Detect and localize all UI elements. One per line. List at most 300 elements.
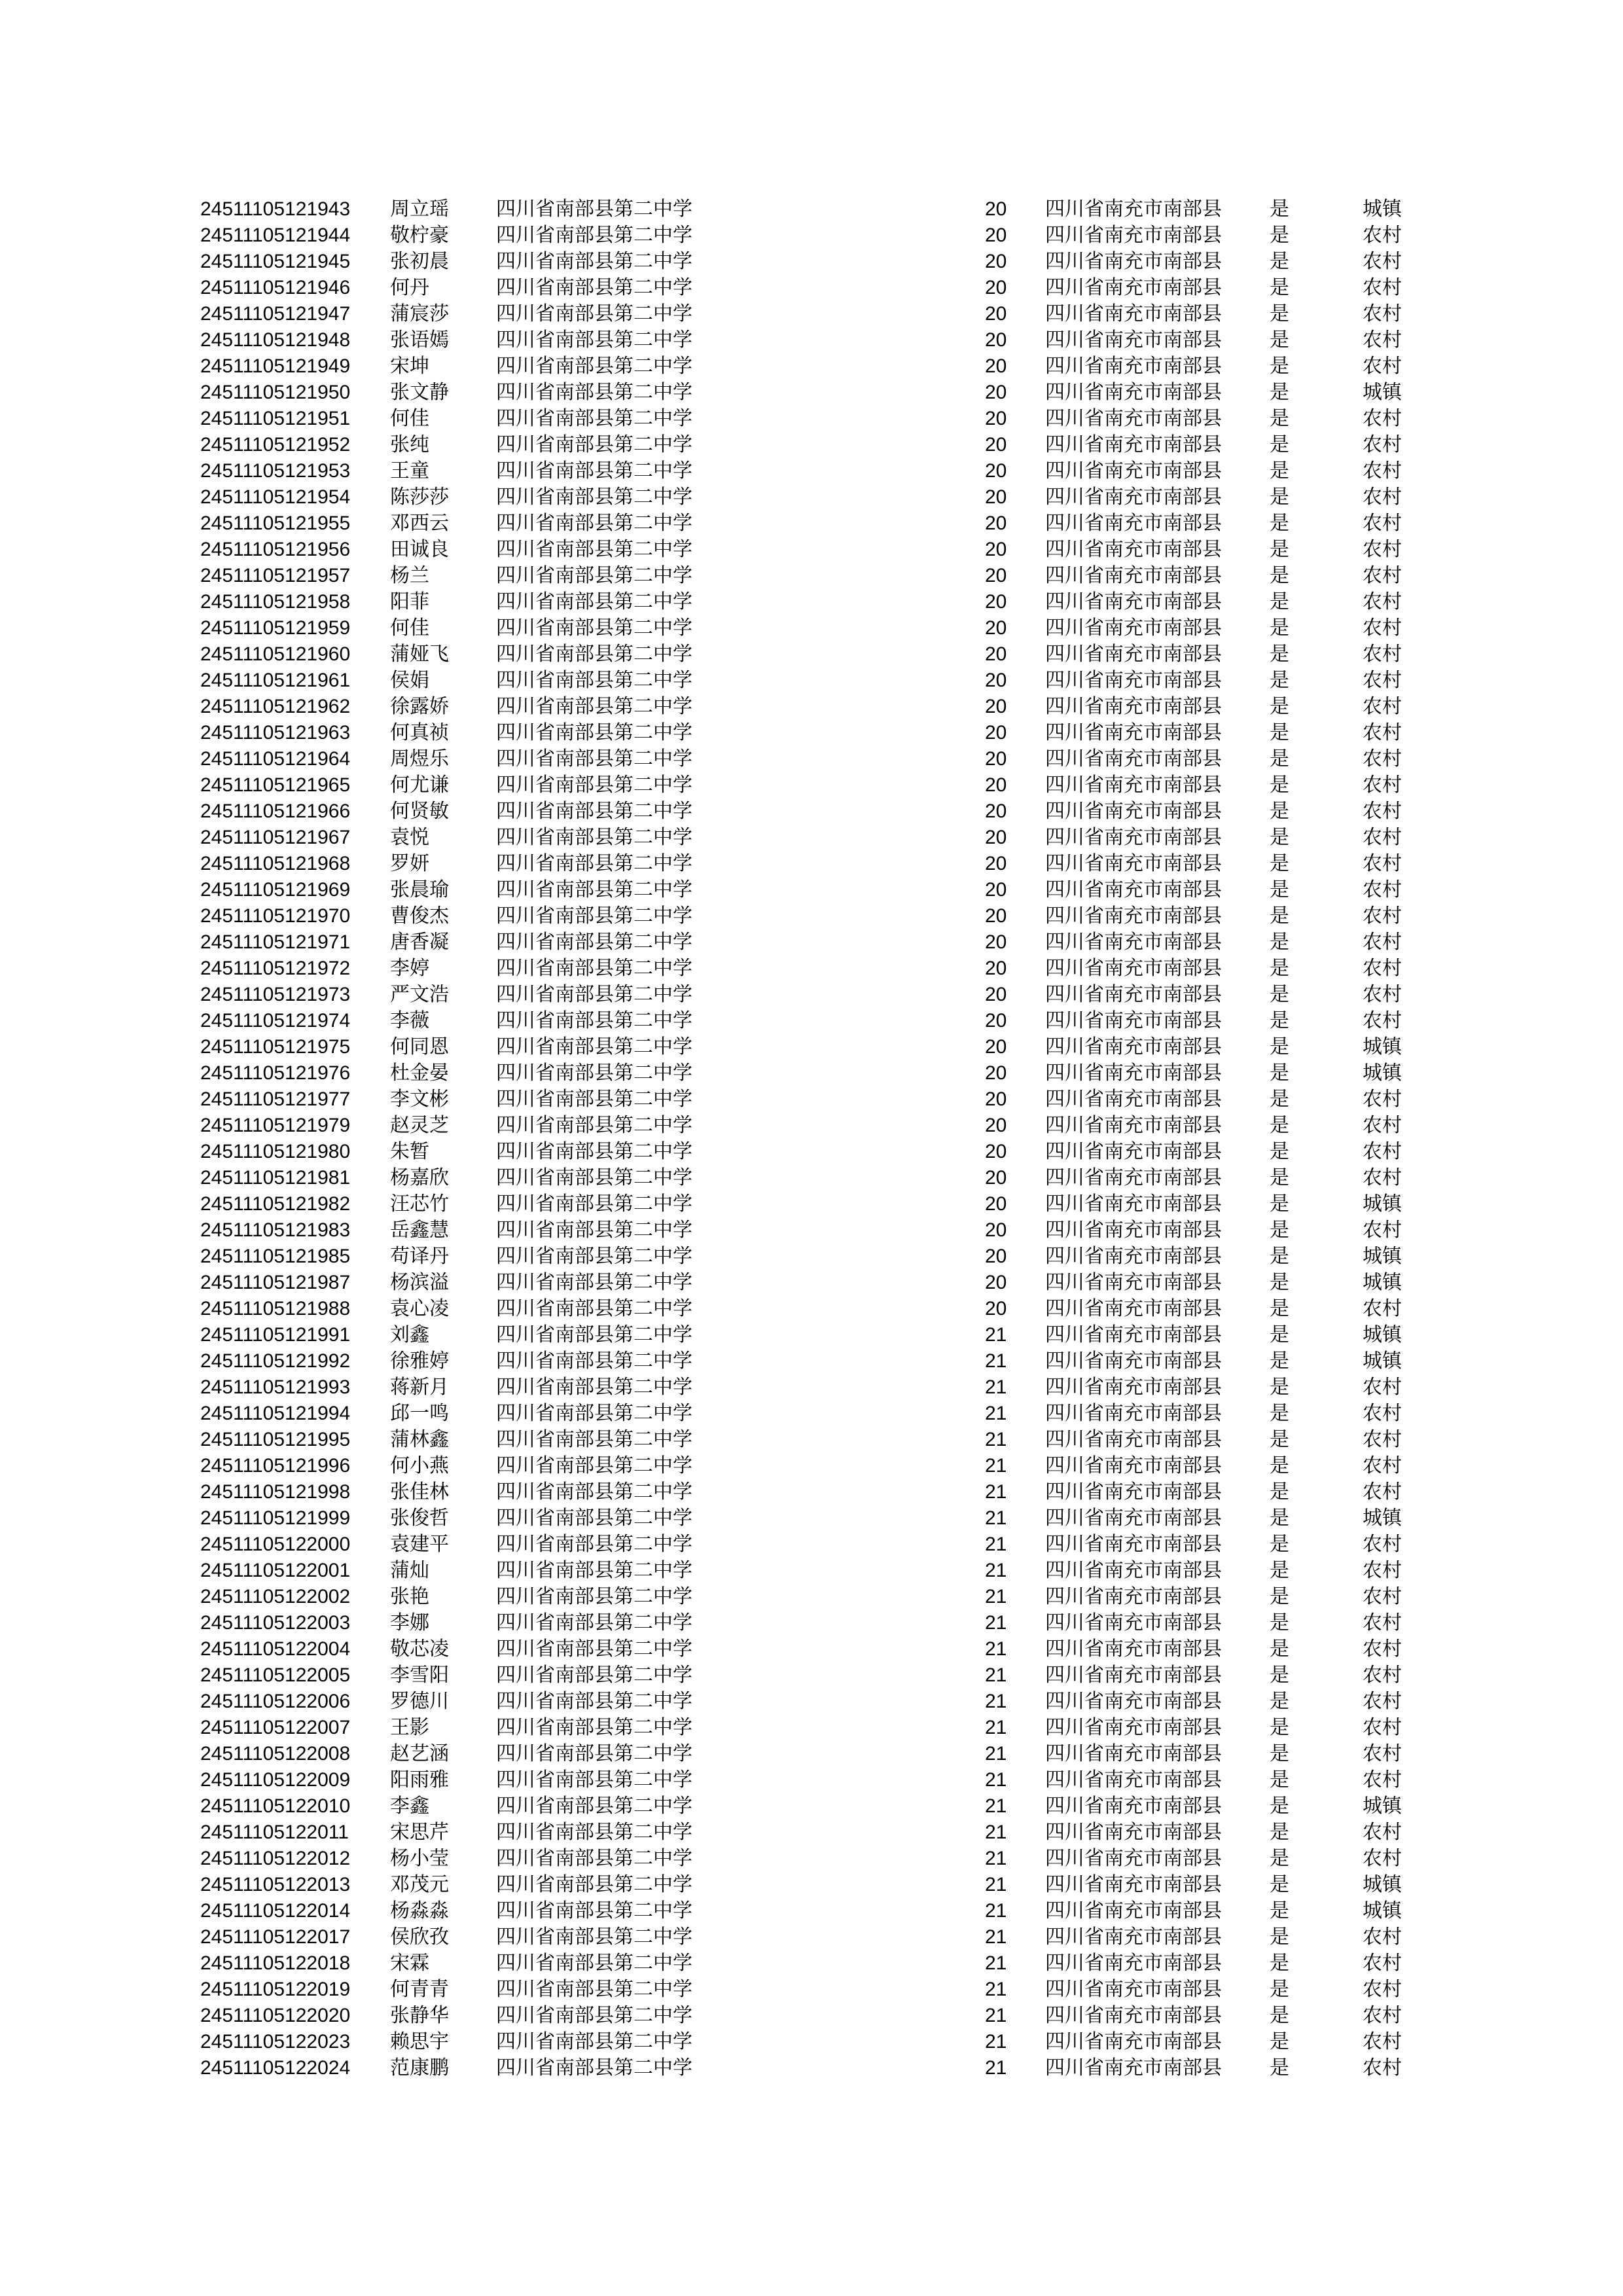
table-row — [0, 249, 1623, 275]
school-cell: 四川省南部县第二中学 — [496, 1323, 692, 1346]
school-cell: 四川省南部县第二中学 — [496, 983, 692, 1006]
region-cell: 四川省南充市南部县 — [1045, 1795, 1222, 1818]
flag-cell: 是 — [1270, 538, 1289, 561]
residence-type-cell: 农村 — [1363, 1140, 1402, 1163]
exam-id-cell: 24511105121944 — [200, 224, 351, 246]
residence-type-cell: 城镇 — [1363, 1350, 1402, 1372]
flag-cell: 是 — [1270, 2030, 1289, 2053]
region-cell: 四川省南充市南部县 — [1045, 1821, 1222, 1844]
age-cell: 21 — [985, 1324, 1007, 1346]
school-cell: 四川省南部县第二中学 — [496, 1166, 692, 1189]
exam-id-cell: 24511105121974 — [200, 1010, 351, 1031]
exam-id-cell: 24511105121977 — [200, 1088, 351, 1110]
age-cell: 21 — [985, 1664, 1007, 1686]
exam-id-cell: 24511105122009 — [200, 1769, 351, 1791]
flag-cell: 是 — [1270, 250, 1289, 273]
table-row — [0, 1479, 1623, 1505]
school-cell: 四川省南部县第二中学 — [496, 1035, 692, 1058]
residence-type-cell: 农村 — [1363, 224, 1402, 247]
table-row — [0, 903, 1623, 929]
age-cell: 20 — [985, 931, 1007, 953]
exam-id-cell: 24511105121953 — [200, 460, 351, 482]
region-cell: 四川省南充市南部县 — [1045, 1193, 1222, 1215]
table-row — [0, 1008, 1623, 1034]
student-name-cell: 王影 — [390, 1716, 429, 1739]
exam-id-cell: 24511105121955 — [200, 512, 351, 534]
age-cell: 20 — [985, 1272, 1007, 1293]
student-name-cell: 李婷 — [390, 957, 429, 980]
region-cell: 四川省南充市南部县 — [1045, 2030, 1222, 2053]
school-cell: 四川省南部县第二中学 — [496, 590, 692, 613]
school-cell: 四川省南部县第二中学 — [496, 1638, 692, 1660]
age-cell: 21 — [985, 1586, 1007, 1607]
school-cell: 四川省南部县第二中学 — [496, 695, 692, 718]
table-row — [0, 1505, 1623, 1532]
age-cell: 20 — [985, 1036, 1007, 1058]
residence-type-cell: 农村 — [1363, 1611, 1402, 1634]
region-cell: 四川省南充市南部县 — [1045, 800, 1222, 823]
school-cell: 四川省南部县第二中学 — [496, 905, 692, 927]
exam-id-cell: 24511105121964 — [200, 748, 351, 770]
table-row — [0, 641, 1623, 668]
table-row — [0, 1820, 1623, 1846]
region-cell: 四川省南充市南部县 — [1045, 1114, 1222, 1137]
flag-cell: 是 — [1270, 1350, 1289, 1372]
region-cell: 四川省南充市南部县 — [1045, 1297, 1222, 1320]
student-name-cell: 张纯 — [390, 433, 429, 456]
exam-id-cell: 24511105121957 — [200, 565, 351, 586]
student-name-cell: 罗德川 — [390, 1690, 449, 1713]
residence-type-cell: 农村 — [1363, 774, 1402, 797]
exam-id-cell: 24511105121950 — [200, 382, 351, 403]
table-row — [0, 1191, 1623, 1217]
school-cell: 四川省南部县第二中学 — [496, 774, 692, 797]
school-cell: 四川省南部县第二中学 — [496, 957, 692, 980]
school-cell: 四川省南部县第二中学 — [496, 433, 692, 456]
residence-type-cell: 城镇 — [1363, 1899, 1402, 1922]
flag-cell: 是 — [1270, 1585, 1289, 1608]
student-name-cell: 严文浩 — [390, 983, 449, 1006]
residence-type-cell: 农村 — [1363, 905, 1402, 927]
exam-id-cell: 24511105121954 — [200, 486, 351, 508]
exam-id-cell: 24511105121948 — [200, 329, 351, 351]
school-cell: 四川省南部县第二中学 — [496, 198, 692, 221]
exam-id-cell: 24511105121952 — [200, 434, 351, 456]
exam-id-cell: 24511105121960 — [200, 643, 351, 665]
residence-type-cell: 农村 — [1363, 1926, 1402, 1948]
age-cell: 21 — [985, 1350, 1007, 1372]
table-row — [0, 615, 1623, 641]
student-name-cell: 张晨瑜 — [390, 878, 449, 901]
residence-type-cell: 农村 — [1363, 1480, 1402, 1503]
school-cell: 四川省南部县第二中学 — [496, 1873, 692, 1896]
school-cell: 四川省南部县第二中学 — [496, 459, 692, 482]
age-cell: 20 — [985, 512, 1007, 534]
table-row — [0, 1741, 1623, 1767]
school-cell: 四川省南部县第二中学 — [496, 1952, 692, 1975]
residence-type-cell: 农村 — [1363, 1742, 1402, 1765]
table-row — [0, 1401, 1623, 1427]
school-cell: 四川省南部县第二中学 — [496, 852, 692, 875]
region-cell: 四川省南充市南部县 — [1045, 1638, 1222, 1660]
flag-cell: 是 — [1270, 1271, 1289, 1294]
region-cell: 四川省南充市南部县 — [1045, 407, 1222, 430]
residence-type-cell: 农村 — [1363, 407, 1402, 430]
table-row — [0, 1139, 1623, 1165]
exam-id-cell: 24511105121973 — [200, 984, 351, 1005]
residence-type-cell: 城镇 — [1363, 381, 1402, 404]
school-cell: 四川省南部县第二中学 — [496, 1219, 692, 1242]
school-cell: 四川省南部县第二中学 — [496, 643, 692, 666]
residence-type-cell: 农村 — [1363, 1821, 1402, 1844]
flag-cell: 是 — [1270, 1193, 1289, 1215]
exam-id-cell: 24511105121992 — [200, 1350, 351, 1372]
region-cell: 四川省南充市南部县 — [1045, 224, 1222, 247]
exam-id-cell: 24511105121945 — [200, 251, 351, 272]
student-name-cell: 刘鑫 — [390, 1323, 429, 1346]
residence-type-cell: 农村 — [1363, 747, 1402, 770]
student-name-cell: 王童 — [390, 459, 429, 482]
age-cell: 20 — [985, 1062, 1007, 1084]
region-cell: 四川省南充市南部县 — [1045, 1873, 1222, 1896]
exam-id-cell: 24511105121961 — [200, 670, 351, 691]
school-cell: 四川省南部县第二中学 — [496, 512, 692, 535]
residence-type-cell: 农村 — [1363, 329, 1402, 351]
region-cell: 四川省南充市南部县 — [1045, 1768, 1222, 1791]
table-row — [0, 1584, 1623, 1610]
region-cell: 四川省南充市南部县 — [1045, 329, 1222, 351]
school-cell: 四川省南部县第二中学 — [496, 1559, 692, 1582]
exam-id-cell: 24511105122020 — [200, 2005, 351, 2026]
student-name-cell: 李薇 — [390, 1009, 429, 1032]
table-row — [0, 1270, 1623, 1296]
student-name-cell: 苟译丹 — [390, 1245, 449, 1268]
residence-type-cell: 农村 — [1363, 1664, 1402, 1687]
exam-id-cell: 24511105122008 — [200, 1743, 351, 1765]
age-cell: 20 — [985, 408, 1007, 429]
student-name-cell: 张文静 — [390, 381, 449, 404]
flag-cell: 是 — [1270, 721, 1289, 744]
residence-type-cell: 农村 — [1363, 1952, 1402, 1975]
student-name-cell: 唐香凝 — [390, 931, 449, 954]
exam-id-cell: 24511105121959 — [200, 617, 351, 639]
flag-cell: 是 — [1270, 1088, 1289, 1111]
age-cell: 20 — [985, 277, 1007, 298]
age-cell: 20 — [985, 1298, 1007, 1319]
residence-type-cell: 农村 — [1363, 1533, 1402, 1556]
student-name-cell: 汪芯竹 — [390, 1193, 449, 1215]
exam-id-cell: 24511105122023 — [200, 2031, 351, 2053]
residence-type-cell: 农村 — [1363, 1638, 1402, 1660]
residence-type-cell: 农村 — [1363, 1297, 1402, 1320]
residence-type-cell: 农村 — [1363, 1559, 1402, 1582]
flag-cell: 是 — [1270, 355, 1289, 378]
residence-type-cell: 农村 — [1363, 800, 1402, 823]
school-cell: 四川省南部县第二中学 — [496, 747, 692, 770]
student-name-cell: 杨小莹 — [390, 1847, 449, 1870]
table-row — [0, 1846, 1623, 1872]
table-row — [0, 380, 1623, 406]
age-cell: 21 — [985, 1403, 1007, 1424]
residence-type-cell: 农村 — [1363, 1402, 1402, 1425]
flag-cell: 是 — [1270, 486, 1289, 509]
school-cell: 四川省南部县第二中学 — [496, 1245, 692, 1268]
flag-cell: 是 — [1270, 1768, 1289, 1791]
flag-cell: 是 — [1270, 1166, 1289, 1189]
exam-id-cell: 24511105121980 — [200, 1141, 351, 1162]
student-name-cell: 杨淼淼 — [390, 1899, 449, 1922]
age-cell: 20 — [985, 774, 1007, 796]
student-name-cell: 宋坤 — [390, 355, 429, 378]
residence-type-cell: 农村 — [1363, 1978, 1402, 2001]
residence-type-cell: 农村 — [1363, 826, 1402, 849]
exam-id-cell: 24511105121951 — [200, 408, 351, 429]
table-row — [0, 484, 1623, 511]
school-cell: 四川省南部县第二中学 — [496, 1454, 692, 1477]
table-row — [0, 668, 1623, 694]
flag-cell: 是 — [1270, 433, 1289, 456]
exam-id-cell: 24511105122001 — [200, 1560, 351, 1581]
school-cell: 四川省南部县第二中学 — [496, 250, 692, 273]
student-name-cell: 李雪阳 — [390, 1664, 449, 1687]
school-cell: 四川省南部县第二中学 — [496, 669, 692, 692]
flag-cell: 是 — [1270, 852, 1289, 875]
flag-cell: 是 — [1270, 1716, 1289, 1739]
table-row — [0, 1715, 1623, 1741]
region-cell: 四川省南充市南部县 — [1045, 826, 1222, 849]
school-cell: 四川省南部县第二中学 — [496, 721, 692, 744]
flag-cell: 是 — [1270, 590, 1289, 613]
region-cell: 四川省南充市南部县 — [1045, 1219, 1222, 1242]
school-cell: 四川省南部县第二中学 — [496, 381, 692, 404]
residence-type-cell: 农村 — [1363, 1428, 1402, 1451]
flag-cell: 是 — [1270, 1795, 1289, 1818]
student-name-cell: 曹俊杰 — [390, 905, 449, 927]
student-name-cell: 周煜乐 — [390, 747, 449, 770]
exam-id-cell: 24511105122005 — [200, 1664, 351, 1686]
age-cell: 21 — [985, 1612, 1007, 1634]
school-cell: 四川省南部县第二中学 — [496, 1847, 692, 1870]
age-cell: 20 — [985, 434, 1007, 456]
region-cell: 四川省南充市南部县 — [1045, 1402, 1222, 1425]
age-cell: 20 — [985, 1246, 1007, 1267]
table-row — [0, 982, 1623, 1008]
age-cell: 20 — [985, 800, 1007, 822]
age-cell: 20 — [985, 303, 1007, 325]
exam-id-cell: 24511105121993 — [200, 1376, 351, 1398]
region-cell: 四川省南充市南部县 — [1045, 1847, 1222, 1870]
student-name-cell: 侯欣孜 — [390, 1926, 449, 1948]
flag-cell: 是 — [1270, 1140, 1289, 1163]
age-cell: 20 — [985, 329, 1007, 351]
region-cell: 四川省南充市南部县 — [1045, 512, 1222, 535]
flag-cell: 是 — [1270, 381, 1289, 404]
age-cell: 21 — [985, 1795, 1007, 1817]
school-cell: 四川省南部县第二中学 — [496, 1821, 692, 1844]
table-row — [0, 406, 1623, 432]
region-cell: 四川省南充市南部县 — [1045, 1611, 1222, 1634]
flag-cell: 是 — [1270, 1219, 1289, 1242]
school-cell: 四川省南部县第二中学 — [496, 1690, 692, 1713]
student-list — [0, 196, 1623, 2081]
age-cell: 21 — [985, 1743, 1007, 1765]
residence-type-cell: 农村 — [1363, 459, 1402, 482]
flag-cell: 是 — [1270, 1926, 1289, 1948]
table-row — [0, 929, 1623, 956]
exam-id-cell: 24511105121967 — [200, 827, 351, 848]
region-cell: 四川省南充市南部县 — [1045, 1428, 1222, 1451]
school-cell: 四川省南部县第二中学 — [496, 1350, 692, 1372]
school-cell: 四川省南部县第二中学 — [496, 1088, 692, 1111]
school-cell: 四川省南部县第二中学 — [496, 2030, 692, 2053]
table-row — [0, 1165, 1623, 1191]
age-cell: 20 — [985, 198, 1007, 220]
exam-id-cell: 24511105121943 — [200, 198, 351, 220]
region-cell: 四川省南充市南部县 — [1045, 852, 1222, 875]
student-name-cell: 何贤敏 — [390, 800, 449, 823]
age-cell: 21 — [985, 2005, 1007, 2026]
residence-type-cell: 农村 — [1363, 643, 1402, 666]
exam-id-cell: 24511105122018 — [200, 1952, 351, 1974]
school-cell: 四川省南部县第二中学 — [496, 1585, 692, 1608]
region-cell: 四川省南充市南部县 — [1045, 538, 1222, 561]
school-cell: 四川省南部县第二中学 — [496, 800, 692, 823]
student-name-cell: 侯娟 — [390, 669, 429, 692]
flag-cell: 是 — [1270, 1533, 1289, 1556]
exam-id-cell: 24511105121991 — [200, 1324, 351, 1346]
residence-type-cell: 城镇 — [1363, 1507, 1402, 1530]
age-cell: 21 — [985, 1429, 1007, 1450]
age-cell: 21 — [985, 1455, 1007, 1477]
residence-type-cell: 城镇 — [1363, 198, 1402, 221]
school-cell: 四川省南部县第二中学 — [496, 1611, 692, 1634]
school-cell: 四川省南部县第二中学 — [496, 2056, 692, 2079]
flag-cell: 是 — [1270, 1978, 1289, 2001]
flag-cell: 是 — [1270, 1638, 1289, 1660]
table-row — [0, 1453, 1623, 1479]
age-cell: 21 — [985, 2057, 1007, 2079]
student-name-cell: 杨滨溢 — [390, 1271, 449, 1294]
school-cell: 四川省南部县第二中学 — [496, 1507, 692, 1530]
region-cell: 四川省南充市南部县 — [1045, 1742, 1222, 1765]
table-row — [0, 1060, 1623, 1086]
residence-type-cell: 农村 — [1363, 1585, 1402, 1608]
exam-id-cell: 24511105122007 — [200, 1717, 351, 1738]
school-cell: 四川省南部县第二中学 — [496, 2004, 692, 2027]
exam-id-cell: 24511105121982 — [200, 1193, 351, 1215]
residence-type-cell: 城镇 — [1363, 1062, 1402, 1085]
student-name-cell: 岳鑫慧 — [390, 1219, 449, 1242]
region-cell: 四川省南充市南部县 — [1045, 1559, 1222, 1582]
residence-type-cell: 农村 — [1363, 1376, 1402, 1399]
residence-type-cell: 农村 — [1363, 1219, 1402, 1242]
region-cell: 四川省南充市南部县 — [1045, 302, 1222, 325]
student-name-cell: 周立瑶 — [390, 198, 449, 221]
age-cell: 21 — [985, 1900, 1007, 1922]
flag-cell: 是 — [1270, 774, 1289, 797]
region-cell: 四川省南充市南部县 — [1045, 905, 1222, 927]
region-cell: 四川省南充市南部县 — [1045, 1585, 1222, 1608]
table-row — [0, 1689, 1623, 1715]
residence-type-cell: 农村 — [1363, 957, 1402, 980]
flag-cell: 是 — [1270, 276, 1289, 299]
age-cell: 20 — [985, 1088, 1007, 1110]
residence-type-cell: 农村 — [1363, 564, 1402, 587]
age-cell: 20 — [985, 696, 1007, 717]
flag-cell: 是 — [1270, 1507, 1289, 1530]
region-cell: 四川省南充市南部县 — [1045, 617, 1222, 639]
student-name-cell: 赵艺涵 — [390, 1742, 449, 1765]
flag-cell: 是 — [1270, 1873, 1289, 1896]
student-name-cell: 赵灵芝 — [390, 1114, 449, 1137]
flag-cell: 是 — [1270, 512, 1289, 535]
age-cell: 20 — [985, 486, 1007, 508]
region-cell: 四川省南充市南部县 — [1045, 1454, 1222, 1477]
flag-cell: 是 — [1270, 1821, 1289, 1844]
student-name-cell: 袁建平 — [390, 1533, 449, 1556]
residence-type-cell: 农村 — [1363, 486, 1402, 509]
exam-id-cell: 24511105121956 — [200, 539, 351, 560]
table-row — [0, 1558, 1623, 1584]
school-cell: 四川省南部县第二中学 — [496, 1742, 692, 1765]
residence-type-cell: 农村 — [1363, 2030, 1402, 2053]
residence-type-cell: 农村 — [1363, 433, 1402, 456]
exam-id-cell: 24511105121995 — [200, 1429, 351, 1450]
exam-id-cell: 24511105122011 — [200, 1821, 349, 1843]
age-cell: 21 — [985, 1717, 1007, 1738]
table-row — [0, 1427, 1623, 1453]
age-cell: 21 — [985, 1481, 1007, 1503]
school-cell: 四川省南部县第二中学 — [496, 1716, 692, 1739]
region-cell: 四川省南充市南部县 — [1045, 1035, 1222, 1058]
residence-type-cell: 农村 — [1363, 1166, 1402, 1189]
region-cell: 四川省南充市南部县 — [1045, 1088, 1222, 1111]
school-cell: 四川省南部县第二中学 — [496, 1768, 692, 1791]
age-cell: 20 — [985, 1010, 1007, 1031]
table-row — [0, 798, 1623, 825]
region-cell: 四川省南充市南部县 — [1045, 1271, 1222, 1294]
student-name-cell: 张俊哲 — [390, 1507, 449, 1530]
student-name-cell: 蒲娅飞 — [390, 643, 449, 666]
table-row — [0, 2029, 1623, 2055]
student-name-cell: 邓西云 — [390, 512, 449, 535]
age-cell: 21 — [985, 1376, 1007, 1398]
region-cell: 四川省南充市南部县 — [1045, 774, 1222, 797]
region-cell: 四川省南充市南部县 — [1045, 1480, 1222, 1503]
region-cell: 四川省南充市南部县 — [1045, 381, 1222, 404]
school-cell: 四川省南部县第二中学 — [496, 224, 692, 247]
residence-type-cell: 农村 — [1363, 1009, 1402, 1032]
flag-cell: 是 — [1270, 878, 1289, 901]
flag-cell: 是 — [1270, 224, 1289, 247]
student-name-cell: 蒋新月 — [390, 1376, 449, 1399]
exam-id-cell: 24511105122000 — [200, 1534, 351, 1555]
table-row — [0, 1322, 1623, 1348]
student-name-cell: 敬芯凌 — [390, 1638, 449, 1660]
table-row — [0, 694, 1623, 720]
age-cell: 20 — [985, 879, 1007, 901]
exam-id-cell: 24511105122012 — [200, 1848, 351, 1869]
flag-cell: 是 — [1270, 1062, 1289, 1085]
exam-id-cell: 24511105121969 — [200, 879, 351, 901]
exam-id-cell: 24511105121999 — [200, 1507, 351, 1529]
student-name-cell: 宋霖 — [390, 1952, 429, 1975]
region-cell: 四川省南充市南部县 — [1045, 276, 1222, 299]
flag-cell: 是 — [1270, 1454, 1289, 1477]
age-cell: 20 — [985, 1115, 1007, 1136]
student-name-cell: 范康鹏 — [390, 2056, 449, 2079]
region-cell: 四川省南充市南部县 — [1045, 983, 1222, 1006]
